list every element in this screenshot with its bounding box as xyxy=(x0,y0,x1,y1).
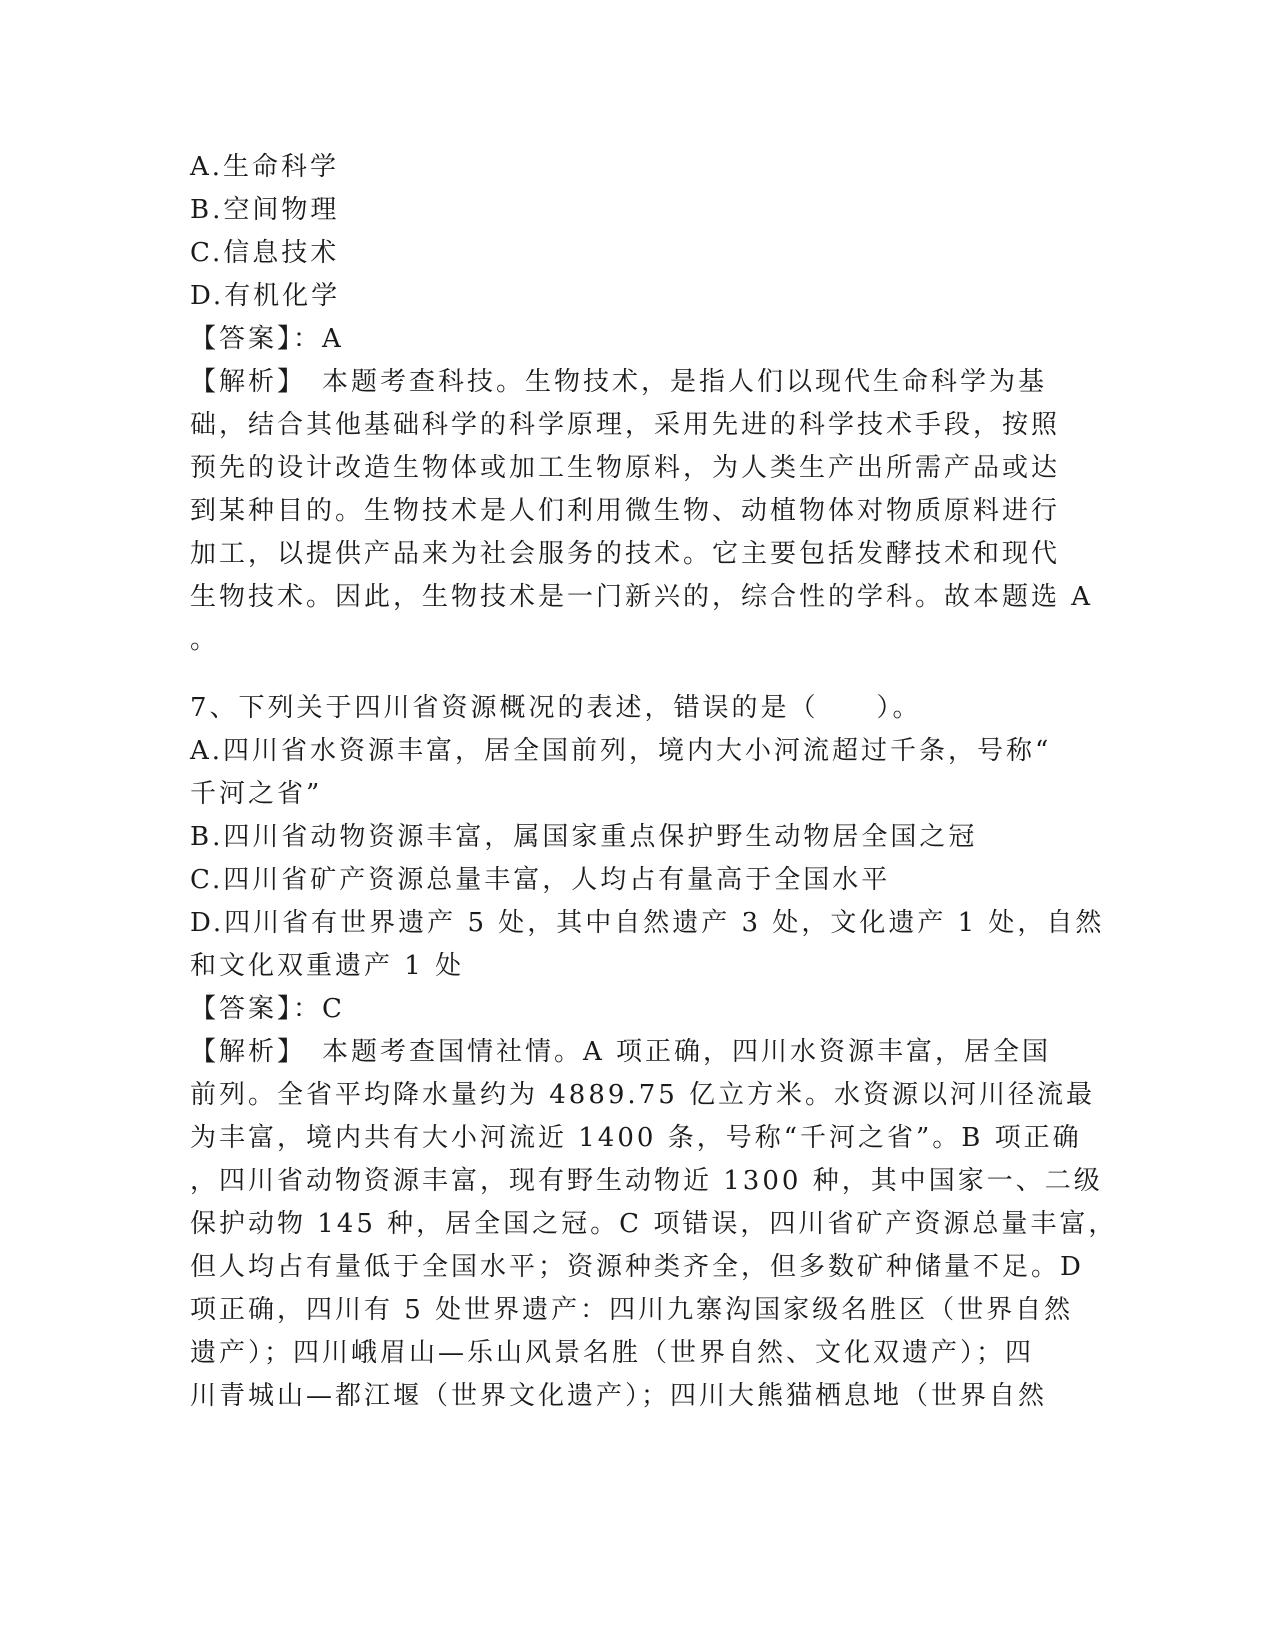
analysis-line: ，四川省动物资源丰富，现有野生动物近 1300 种，其中国家一、二级 xyxy=(190,1166,1103,1196)
option-c: C.信息技术 xyxy=(190,238,340,268)
analysis-line: 加工，以提供产品来为社会服务的技术。它主要包括发酵技术和现代 xyxy=(190,539,1061,569)
section-gap xyxy=(190,662,1080,687)
analysis-7 xyxy=(190,1031,1118,1418)
analysis-line: 础，结合其他基础科学的科学原理，采用先进的科学技术手段，按照 xyxy=(190,410,1061,440)
document-page xyxy=(190,146,1118,1418)
answer-7: 【答案】：C xyxy=(190,994,345,1024)
analysis-line: 项正确，四川有 5 处世界遗产：四川九寨沟国家级名胜区（世界自然 xyxy=(190,1295,1074,1325)
option-line: A.四川省水资源丰富，居全国前列，境内大小河流超过千条，号称“ xyxy=(190,736,1052,766)
option-line: 和文化双重遗产 1 处 xyxy=(190,951,465,981)
option-line: D.四川省有世界遗产 5 处，其中自然遗产 3 处，文化遗产 1 处，自然 xyxy=(190,908,1105,938)
analysis-line: 但人均占有量低于全国水平；资源种类齐全，但多数矿种储量不足。D xyxy=(190,1252,1084,1282)
option-line: 千河之省” xyxy=(190,779,323,809)
analysis-line: 保护动物 145 种，居全国之冠。C 项错误，四川省矿产资源总量丰富， xyxy=(190,1209,1118,1239)
option-d: D.有机化学 xyxy=(190,281,341,311)
analysis-line: 预先的设计改造生物体或加工生物原料，为人类生产出所需产品或达 xyxy=(190,453,1061,483)
analysis-line: 遗产）；四川峨眉山—乐山风景名胜（世界自然、文化双遗产）；四 xyxy=(190,1338,1035,1368)
option-line: B.四川省动物资源丰富，属国家重点保护野生动物居全国之冠 xyxy=(190,822,978,852)
analysis-line: 到某种目的。生物技术是人们利用微生物、动植物体对物质原料进行 xyxy=(190,496,1061,526)
analysis-line: 【解析】 本题考查国情社情。A 项正确，四川水资源丰富，居全国 xyxy=(190,1037,1052,1067)
answer-6: 【答案】：A xyxy=(190,324,344,354)
analysis-line: 【解析】 本题考查科技。生物技术，是指人们以现代生命科学为基 xyxy=(190,367,1048,397)
option-a: A.生命科学 xyxy=(190,152,340,182)
analysis-line: 生物技术。因此，生物技术是一门新兴的，综合性的学科。故本题选 A xyxy=(190,582,1094,612)
question-6-options xyxy=(190,146,1080,318)
question-7-options xyxy=(190,730,1105,988)
option-line: C.四川省矿产资源总量丰富，人均占有量高于全国水平 xyxy=(190,865,891,895)
option-b: B.空间物理 xyxy=(190,195,340,225)
question-7: 7、下列关于四川省资源概况的表述，错误的是（ ）。 xyxy=(190,693,922,723)
analysis-line: 为丰富，境内共有大小河流近 1400 条，号称“千河之省”。B 项正确 xyxy=(190,1123,1082,1153)
analysis-6 xyxy=(190,361,1094,662)
analysis-line: 川青城山—都江堰（世界文化遗产）；四川大熊猫栖息地（世界自然 xyxy=(190,1381,1048,1411)
analysis-line: 前列。全省平均降水量约为 4889.75 亿立方米。水资源以河川径流最 xyxy=(190,1080,1096,1110)
analysis-line: 。 xyxy=(190,625,220,655)
